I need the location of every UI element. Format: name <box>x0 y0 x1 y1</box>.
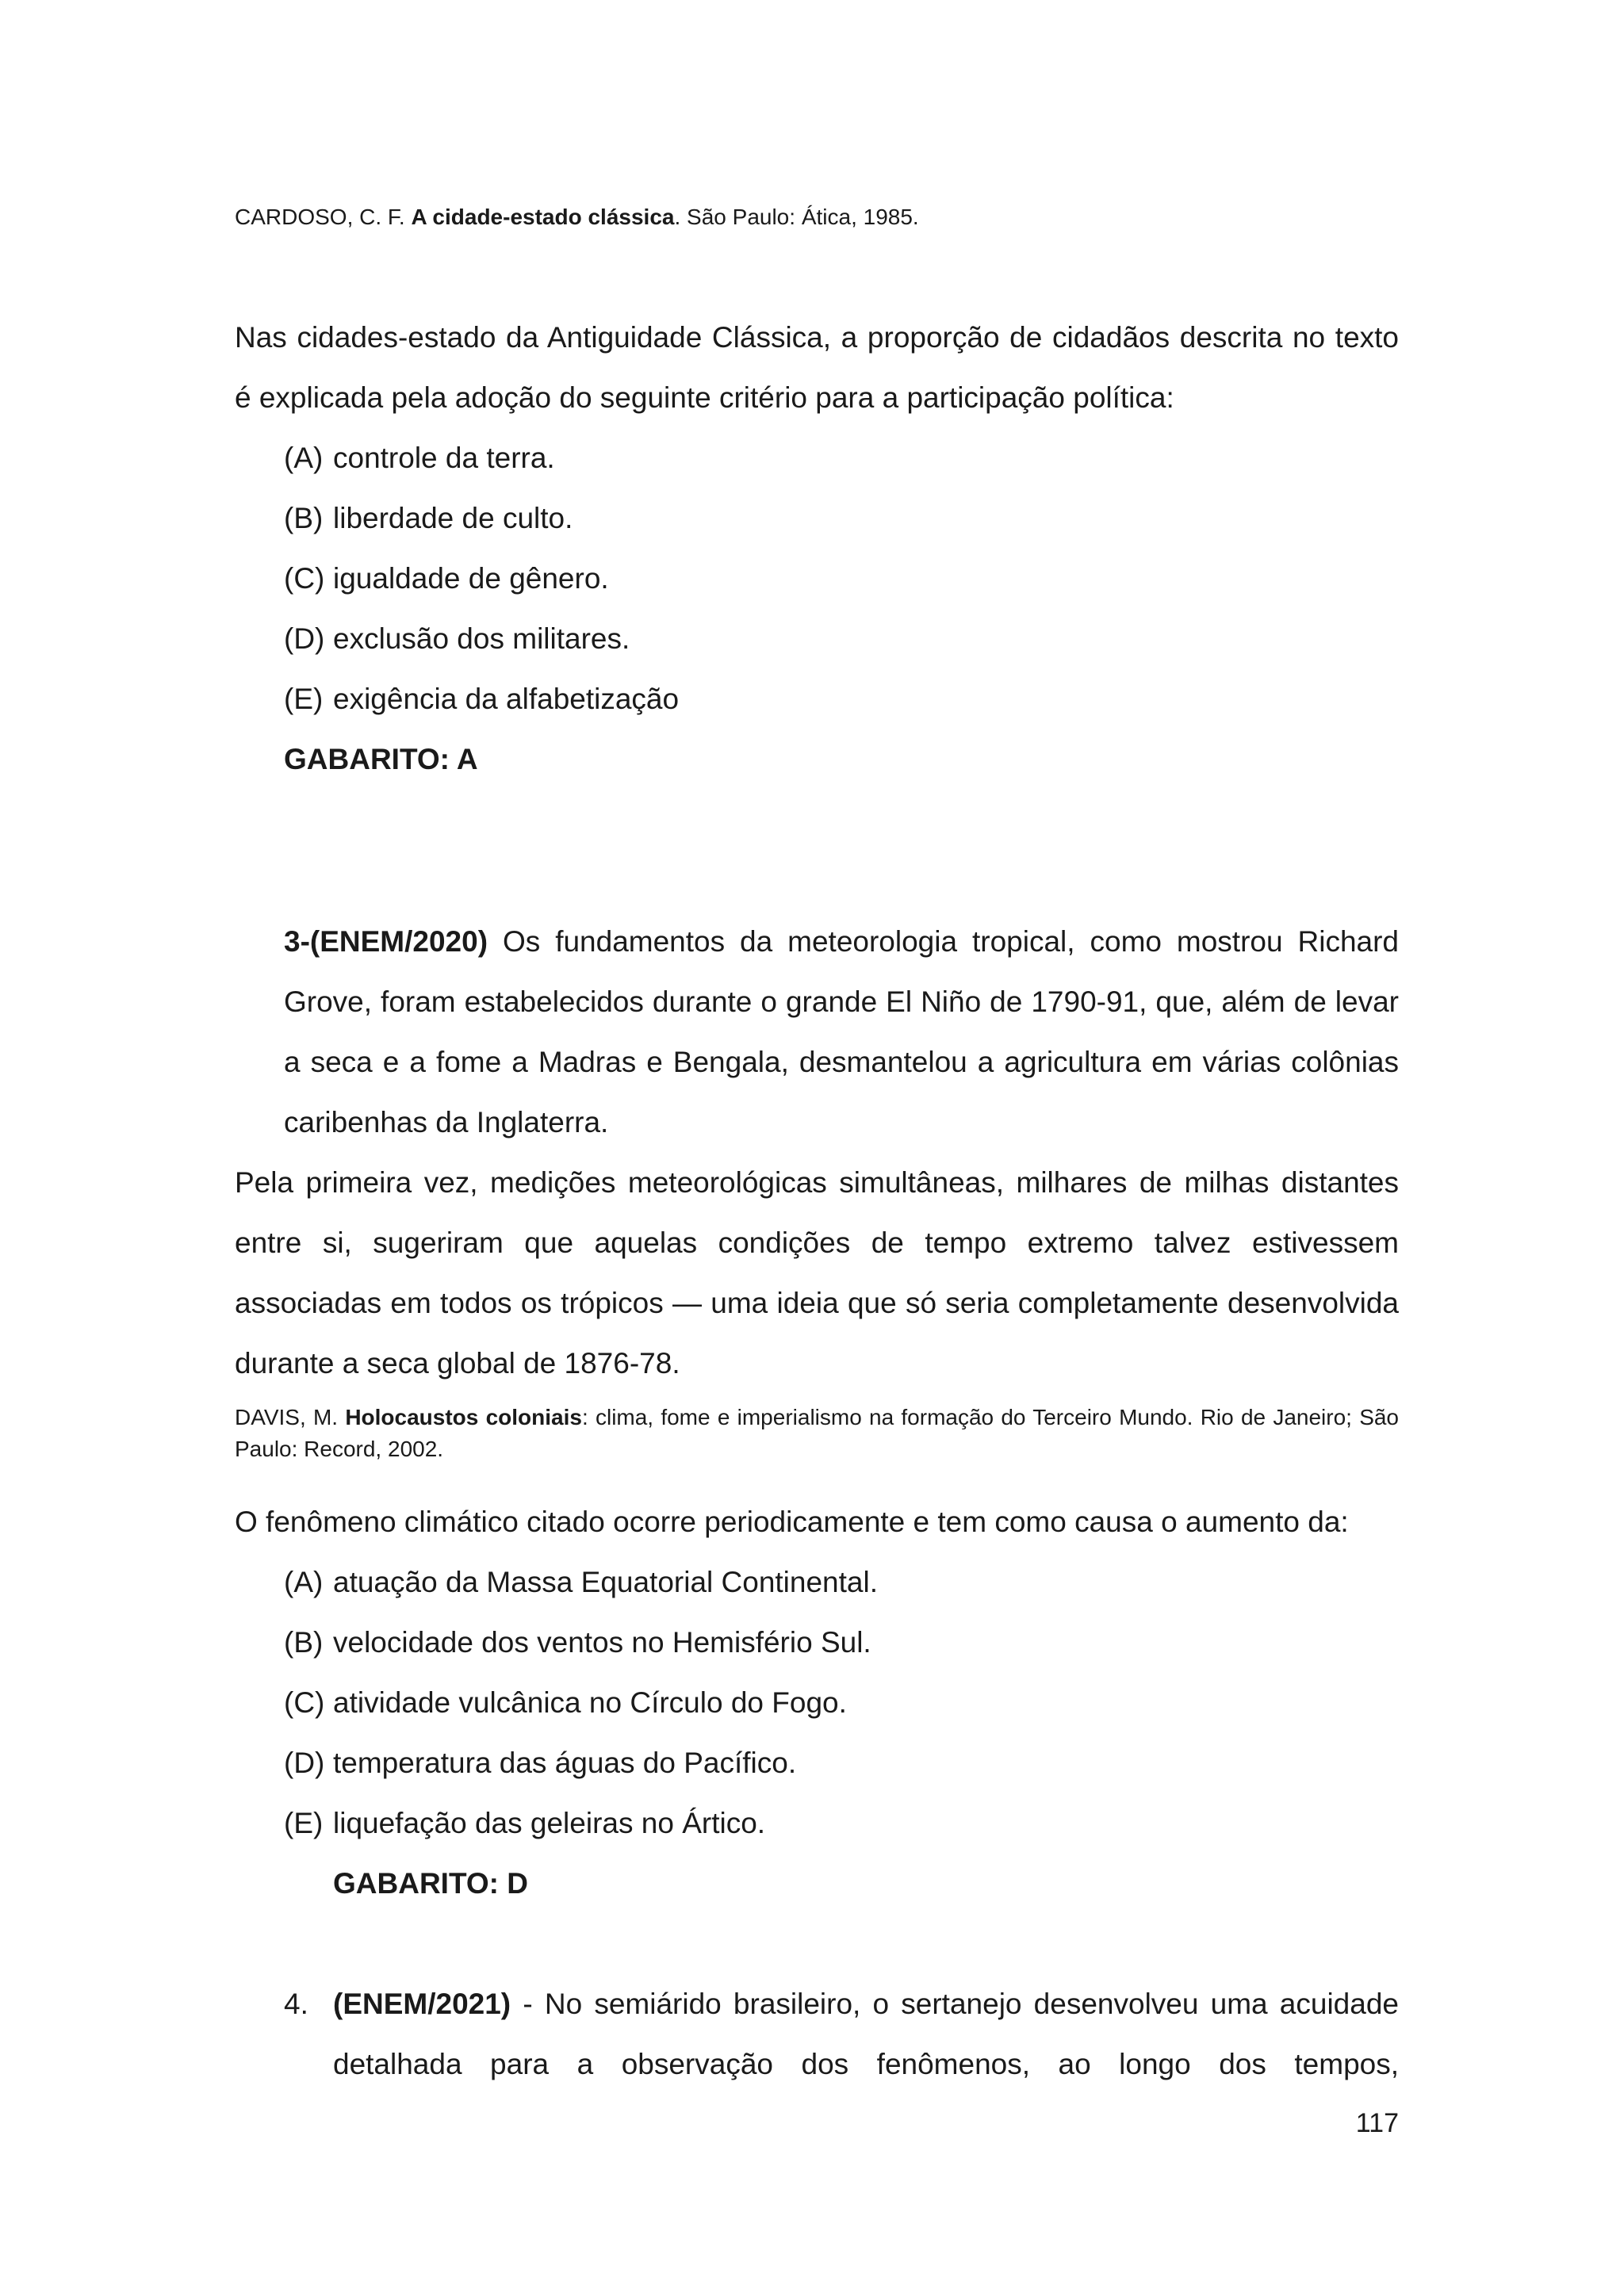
option-text: atividade vulcânica no Círculo do Fogo. <box>333 1686 847 1719</box>
option-letter: (B) <box>284 1626 324 1659</box>
question4-line1 <box>333 1974 1399 2034</box>
option-letter: (D) <box>284 1747 325 1779</box>
option-text: exigência da alfabetização <box>333 683 680 715</box>
question3-prompt: O fenômeno climático citado ocorre periodicamente e tem como causa o aumento da: <box>235 1506 1349 1538</box>
option-item <box>284 428 679 488</box>
reference-suffix: . São Paulo: Ática, 1985. <box>674 205 919 229</box>
option-text: liquefação das geleiras no Ártico. <box>333 1807 766 1839</box>
question3-label: 3-(ENEM/2020) <box>284 925 488 958</box>
question4-line2: detalhada para a observação dos fenômenos, ao longo dos tempos, <box>333 2048 1399 2080</box>
option-letter: (E) <box>284 683 324 715</box>
question3-intro-text: Os fundamentos da meteorologia tropical, como mostrou Richard Grove, foram estabelecidos durante o grande El Niño de 1790-91, que, além de levar a seca e a fome a Madras e Bengala, desmantelou a agricultura em várias colônias caribenhas da Inglaterra. <box>284 925 1399 1138</box>
option-text: controle da terra. <box>333 442 555 474</box>
option-item <box>284 549 679 609</box>
reference-title: A cidade-estado clássica <box>411 205 675 229</box>
option-letter: (A) <box>284 442 324 474</box>
option-letter: (C) <box>284 562 325 595</box>
option-item <box>284 488 679 549</box>
option-item <box>284 1552 878 1613</box>
question3-options <box>284 1552 878 1854</box>
citation-title: Holocaustos coloniais <box>345 1405 582 1429</box>
citation-davis <box>235 1402 1399 1465</box>
option-item <box>284 609 679 669</box>
option-letter: (D) <box>284 622 325 655</box>
option-letter: (E) <box>284 1807 324 1839</box>
option-item <box>284 1613 878 1673</box>
option-letter: (C) <box>284 1686 325 1719</box>
question2-prompt: Nas cidades-estado da Antiguidade Clássica, a proporção de cidadãos descrita no texto é explicada pela adoção do seguinte critério para a participação política: <box>235 321 1399 414</box>
option-item <box>284 1733 878 1793</box>
question4-label: (ENEM/2021) <box>333 1988 511 2020</box>
question4 <box>284 1974 1399 2095</box>
option-text: temperatura das águas do Pacífico. <box>333 1747 797 1779</box>
question4-line1-text: - No semiárido brasileiro, o sertanejo desenvolveu uma acuidade <box>511 1988 1399 2020</box>
option-letter: (A) <box>284 1566 324 1598</box>
option-text: atuação da Massa Equatorial Continental. <box>333 1566 878 1598</box>
option-item <box>284 1793 878 1854</box>
option-item <box>284 1673 878 1733</box>
option-item <box>284 669 679 729</box>
question3-intro <box>284 912 1399 1153</box>
page-number: 117 <box>1355 2108 1399 2138</box>
option-text: velocidade dos ventos no Hemisfério Sul. <box>333 1626 871 1659</box>
question2-answer: GABARITO: A <box>284 743 478 775</box>
question4-text <box>333 1974 1399 2095</box>
option-text: liberdade de culto. <box>333 502 573 534</box>
question4-number: 4. <box>284 1988 308 2020</box>
reference-cardoso <box>235 203 919 232</box>
option-text: exclusão dos militares. <box>333 622 630 655</box>
question2-options <box>284 428 679 729</box>
option-letter: (B) <box>284 502 324 534</box>
citation-prefix: DAVIS, M. <box>235 1405 346 1429</box>
question3-answer: GABARITO: D <box>333 1867 528 1900</box>
citation-suffix: : clima, fome e imperialismo na formação do Terceiro Mundo. Rio de Janeiro; São Paulo: Record, 2002. <box>235 1405 1400 1461</box>
question3-body: Pela primeira vez, medições meteorológicas simultâneas, milhares de milhas distantes entre si, sugeriram que aquelas condições de tempo extremo talvez estivessem associadas em todos os trópicos — uma ideia que só seria completamente desenvolvida durante a seca global de 1876-78. <box>235 1166 1399 1380</box>
option-text: igualdade de gênero. <box>333 562 609 595</box>
reference-prefix: CARDOSO, C. F. <box>235 205 412 229</box>
